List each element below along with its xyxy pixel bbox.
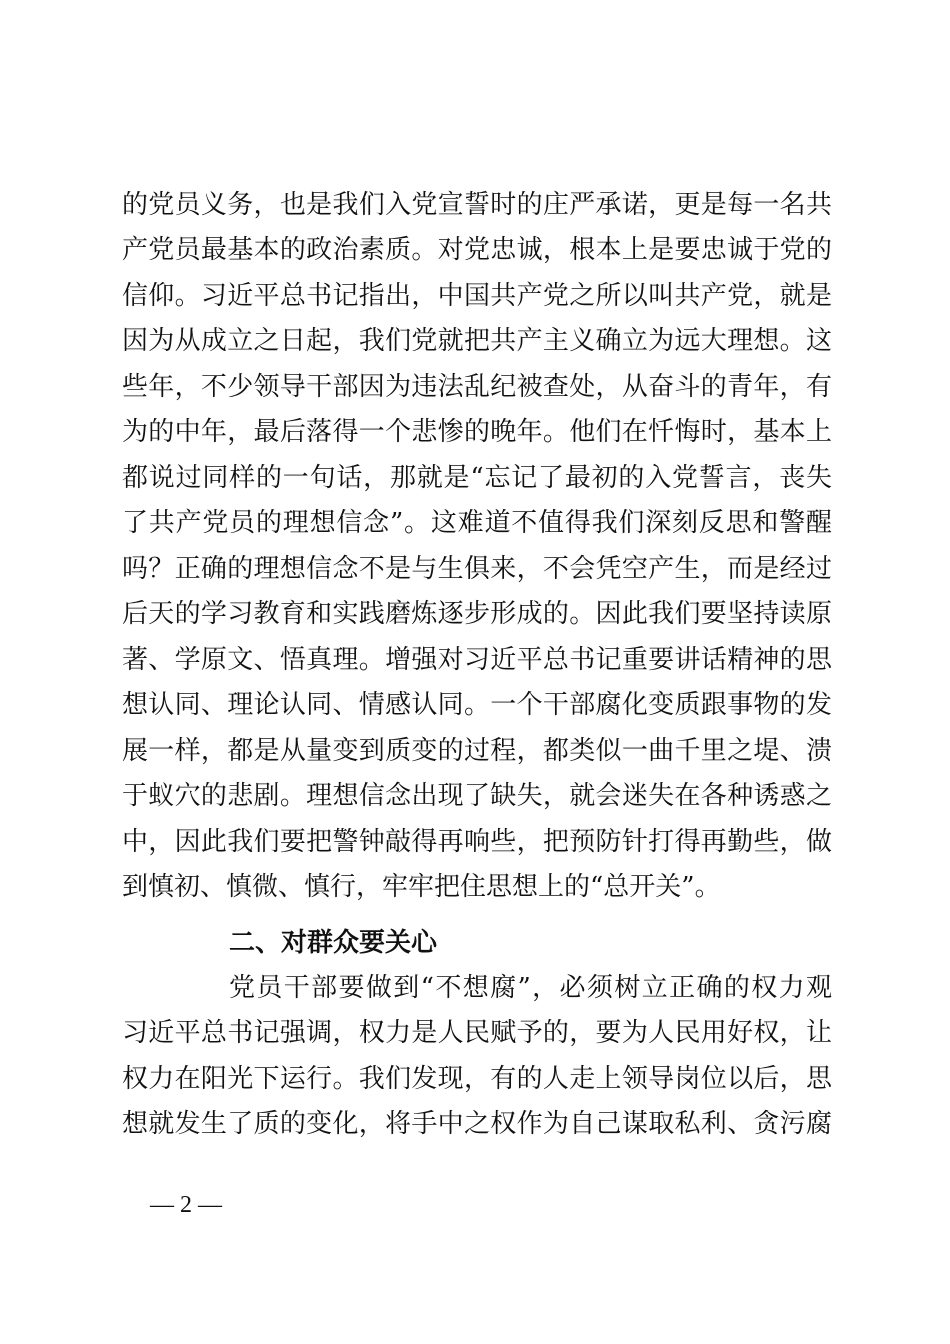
paragraph-line: 想认同、理论认同、情感认同。一个干部腐化变质跟事物的发 [122, 690, 832, 720]
paragraph-line: 为的中年，最后落得一个悲惨的晚年。他们在忏悔时，基本上 [122, 417, 832, 447]
paragraph-line: 些年，不少领导干部因为违法乱纪被查处，从奋斗的青年，有 [122, 372, 832, 402]
paragraph-line: 吗？正确的理想信念不是与生俱来，不会凭空产生，而是经过 [122, 554, 832, 584]
paragraph-line-first-indented: 党员干部要做到“不想腐”，必须树立正确的权力观 [229, 973, 832, 1003]
paragraph-line: 的党员义务，也是我们入党宣誓时的庄严承诺，更是每一名共 [122, 190, 832, 220]
paragraph-line: 都说过同样的一句话，那就是“忘记了最初的入党誓言，丧失 [122, 463, 832, 493]
paragraph-line: 信仰。习近平总书记指出，中国共产党之所以叫共产党，就是 [122, 281, 832, 311]
paragraph-line: 于蚁穴的悲剧。理想信念出现了缺失，就会迷失在各种诱惑之 [122, 781, 832, 811]
paragraph-line: 后天的学习教育和实践磨炼逐步形成的。因此我们要坚持读原 [122, 599, 832, 629]
paragraph-line: 想就发生了质的变化，将手中之权作为自己谋取私利、贪污腐 [122, 1109, 832, 1139]
paragraph-line: 因为从成立之日起，我们党就把共产主义确立为远大理想。这 [122, 326, 832, 356]
paragraph-line: 权力在阳光下运行。我们发现，有的人走上领导岗位以后，思 [122, 1064, 832, 1094]
paragraph-line: 习近平总书记强调，权力是人民赋予的，要为人民用好权，让 [122, 1018, 832, 1048]
paragraph-line-last: 到慎初、慎微、慎行，牢牢把住思想上的“总开关”。 [122, 872, 721, 902]
paragraph-line: 产党员最基本的政治素质。对党忠诚，根本上是要忠诚于党的 [122, 235, 832, 265]
section-heading: 二、对群众要关心 [229, 928, 438, 958]
paragraph-line: 中，因此我们要把警钟敲得再响些，把预防针打得再勤些，做 [122, 827, 832, 857]
paragraph-line: 著、学原文、悟真理。增强对习近平总书记重要讲话精神的思 [122, 645, 832, 675]
paragraph-line: 了共产党员的理想信念”。这难道不值得我们深刻反思和警醒 [122, 508, 832, 538]
paragraph-line: 展一样，都是从量变到质变的过程，都类似一曲千里之堤、溃 [122, 736, 832, 766]
page-number: — 2 — [150, 1192, 222, 1218]
